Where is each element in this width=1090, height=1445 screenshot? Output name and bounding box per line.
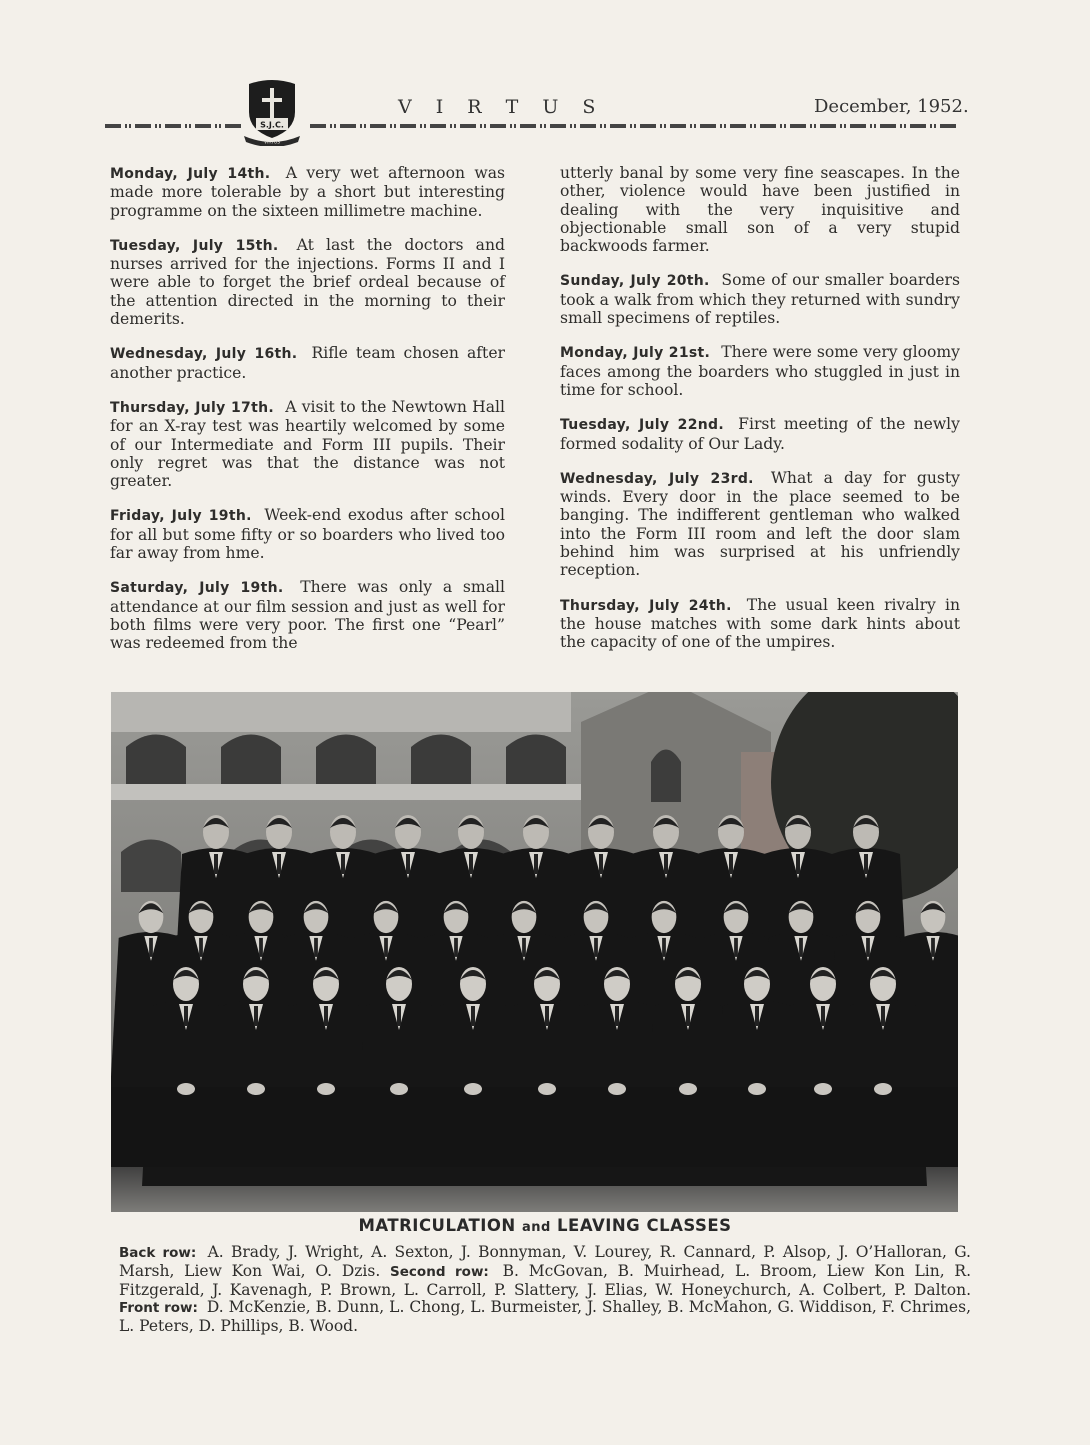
diary-entry [560,271,960,327]
photo-caption-names [119,1244,971,1336]
back-row-names: A. Brady, J. Wright, A. Sexton, J. Bonnyman, V. Lourey, R. Cannard, P. Alsop, J. O’Halloran, G. Marsh, Liew Kon Wai, O. Dzis. [119,1243,971,1280]
caption-title-and: and [521,1220,551,1235]
entry-date: Tuesday, July 22nd. [560,417,724,434]
hand-icon [748,1083,766,1095]
diary-entry [110,578,505,652]
entry-text: At last the doctors and nurses arrived for the injections. Forms II and I were able to forget the brief ordeal because of the attention directed in the morning to their demerits. [110,235,505,329]
class-group-photograph [111,692,958,1212]
hand-icon [317,1083,335,1095]
caption-title-part: MATRICULATION [358,1216,516,1235]
school-crest-icon [243,78,301,146]
entry-text: What a day for gusty winds. Every door in the place seemed to be banging. The indifferent gentleman who walked into the Form III room and left the door slam behind him was surprised at his unfriendly reception. [560,468,960,580]
diary-entry [110,398,505,490]
entry-text: There was only a small attendance at our film session and just as well for both films were very poor. The first one “Pearl” was redeemed from the [110,578,505,653]
hand-icon [608,1083,626,1095]
entry-date: Wednesday, July 23rd. [560,470,754,487]
entry-date: Friday, July 19th. [110,508,252,525]
entry-text: A very wet afternoon was made more tolerable by a short but interesting programme on the sixteen millimetre machine. [110,164,505,220]
hand-icon [177,1083,195,1095]
entry-date: Sunday, July 20th. [560,273,710,290]
hand-icon [538,1083,556,1095]
entry-text: Week-end exodus after school for all but some fifty or so boarders who lived too far away from hme. [110,506,505,563]
photo-caption-title [0,1216,1090,1235]
diary-entry [560,469,960,580]
caption-title-part: LEAVING CLASSES [557,1216,732,1235]
entry-text: First meeting of the newly formed sodality of Our Lady. [560,415,960,453]
entry-text: The usual keen rivalry in the house matches with some dark hints about the capacity of one of the umpires. [560,595,960,652]
hand-icon [874,1083,892,1095]
hand-icon [247,1083,265,1095]
front-row-knees [111,1087,958,1167]
entry-date: Monday, July 14th. [110,166,271,182]
diary-entry [560,596,960,652]
svg-text:VIRTUS: VIRTUS [263,140,281,146]
hand-icon [464,1083,482,1095]
diary-entry [560,343,960,399]
entry-text: Rifle team chosen after another practice. [110,344,505,382]
second-row-label: Second row: [390,1263,489,1280]
hand-icon [390,1083,408,1095]
entry-date: Tuesday, July 15th. [110,237,279,254]
diary-column-left [110,164,505,669]
diary-entry [110,236,505,328]
diary-entry [560,415,960,453]
hand-icon [679,1083,697,1095]
front-row-names: D. McKenzie, B. Dunn, L. Chong, L. Burmeister, J. Shalley, B. McMahon, G. Widdison, F. Chrimes, L. Peters, D. Phillips, B. Wood. [119,1298,971,1336]
magazine-title: V I R T U S [398,96,605,118]
header-rule-right [310,124,960,128]
diary-entry [110,506,505,562]
diary-continuation: utterly banal by some very fine seascapes. In the other, violence would have been justified in dealing with the very inquisitive and objectionable small son of a very stupid backwoods farmer. [560,164,960,256]
entry-date: Wednesday, July 16th. [110,346,298,363]
issue-date: December, 1952. [814,96,969,117]
second-row-names: B. McGovan, B. Muirhead, L. Broom, Liew Kon Lin, R. Fitzgerald, J. Kavenagh, P. Brown, L. Carroll, P. Slattery, J. Elias, W. Honeychurch, A. Colbert, P. Dalton. [119,1261,972,1299]
diary-entry [110,164,505,220]
entry-date: Thursday, July 24th. [560,597,732,614]
entry-text: A visit to the Newtown Hall for an X-ray test was heartily welcomed by some of our Intermediate and Form III pupils. Their only regret was that the distance was not greater. [110,397,505,491]
entry-text: Some of our smaller boarders took a walk from which they returned with sundry small specimens of reptiles. [560,271,960,328]
diary-column-right [560,164,960,668]
header-rule-left [105,124,243,128]
svg-text:S.J.C.: S.J.C. [260,120,284,130]
back-row-label: Back row: [119,1245,197,1261]
entry-date: Saturday, July 19th. [110,580,284,597]
entry-text: There were some very gloomy faces among the boarders who stuggled in just in time for school. [560,343,960,399]
entry-date: Monday, July 21st. [560,345,711,362]
diary-entry [110,344,505,382]
hand-icon [814,1083,832,1095]
entry-date: Thursday, July 17th. [110,399,274,416]
front-row-label: Front row: [119,1300,198,1317]
